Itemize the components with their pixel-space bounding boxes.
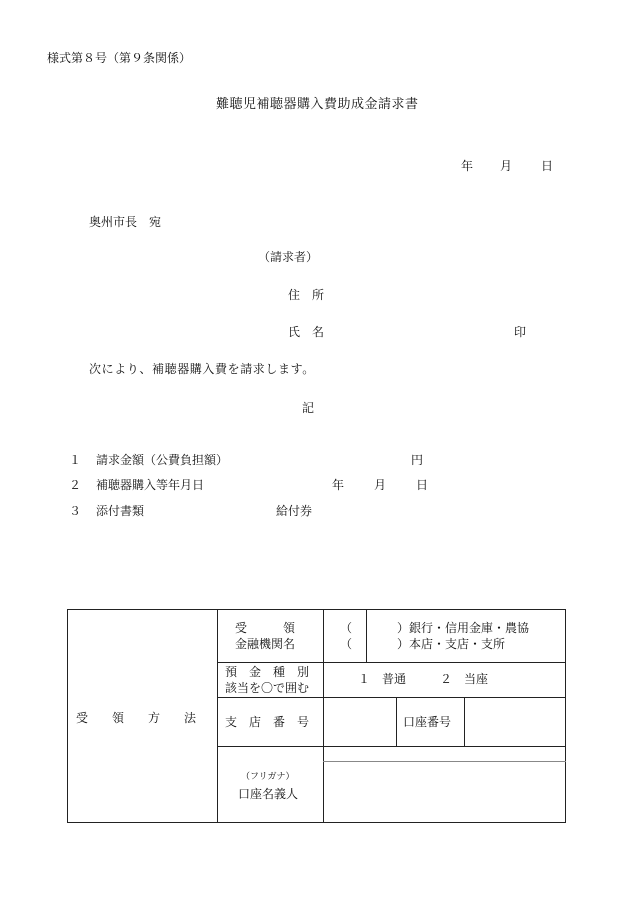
document-title: 難聴児補聴器購入費助成金請求書: [216, 97, 419, 112]
institution-label-line2: 金融機関名: [235, 637, 296, 651]
bank-name-open-paren: （: [340, 621, 353, 635]
claimant-address-label: 住 所: [288, 288, 325, 302]
table-divider: [217, 610, 218, 823]
account-holder-label: 口座名義人: [238, 787, 299, 801]
claimant-heading: （請求者）: [258, 250, 319, 264]
receipt-method-label: 受 領 方 法: [76, 711, 203, 725]
item-2-number: ２: [69, 478, 82, 492]
bank-type-options: ）銀行・信用金庫・農協: [397, 621, 530, 635]
deposit-option-current: ２ 当座: [440, 672, 489, 686]
table-divider: [323, 761, 566, 762]
table-divider: [323, 610, 324, 823]
account-number-label: 口座番号: [403, 715, 452, 729]
furigana-label: （フリガナ）: [241, 772, 295, 782]
date-month-label: 月: [500, 159, 513, 173]
table-divider: [217, 746, 566, 747]
form-number: 様式第８号（第９条関係）: [47, 51, 192, 65]
institution-label-line1: 受 領: [235, 621, 296, 635]
item-2-year: 年: [332, 478, 345, 492]
request-statement: 次により、補聴器購入費を請求します。: [89, 362, 315, 376]
table-divider: [396, 697, 397, 746]
date-year-label: 年: [461, 159, 474, 173]
table-divider: [217, 662, 566, 663]
item-3-label: 添付書類: [96, 504, 145, 518]
item-1-yen: 円: [411, 453, 424, 467]
seal-mark: 印: [514, 325, 527, 339]
ki-heading: 記: [302, 401, 315, 415]
deposit-option-ordinary: １ 普通: [358, 672, 407, 686]
item-2-month: 月: [374, 478, 387, 492]
item-2-day: 日: [416, 478, 429, 492]
branch-type-options: ）本店・支店・支所: [397, 637, 506, 651]
receipt-method-table: [67, 609, 566, 823]
addressee: 奥州市長 宛: [89, 215, 162, 229]
item-2-label: 補聴器購入等年月日: [96, 478, 205, 492]
table-divider: [217, 697, 566, 698]
branch-number-label: 支 店 番 号: [225, 715, 310, 729]
item-1-number: １: [69, 453, 82, 467]
item-1-label: 請求金額（公費負担額）: [96, 453, 229, 467]
date-day-label: 日: [541, 159, 554, 173]
item-3-value: 給付券: [276, 504, 313, 518]
claimant-name-label: 氏 名: [288, 325, 325, 339]
deposit-type-label-line1: 預 金 種 別: [225, 665, 310, 679]
deposit-type-label-line2: 該当を〇で囲む: [225, 681, 310, 695]
table-divider: [464, 697, 465, 746]
branch-name-open-paren: （: [340, 637, 353, 651]
item-3-number: ３: [69, 504, 82, 518]
table-divider: [366, 610, 367, 662]
